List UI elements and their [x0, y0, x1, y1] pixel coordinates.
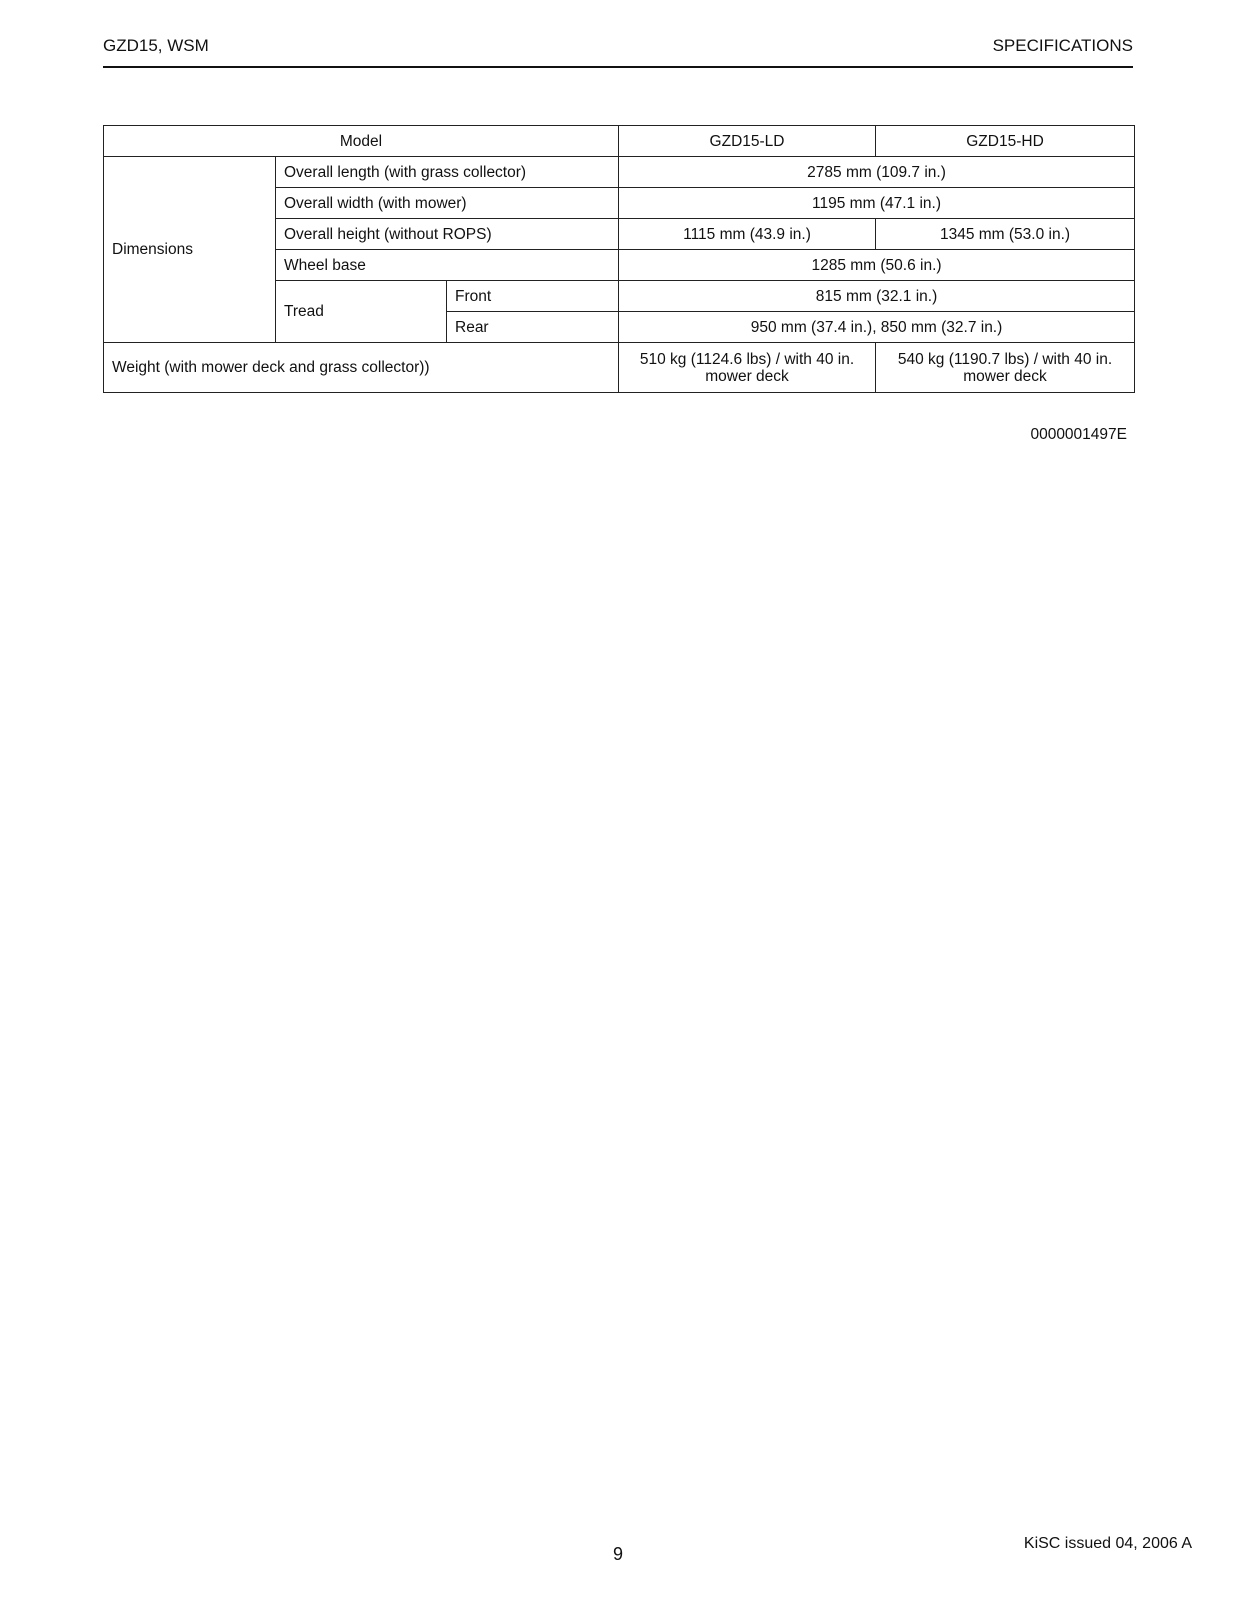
weight-ld-line1: 510 kg (1124.6 lbs) / with 40 in.	[639, 350, 855, 368]
overall-height-label: Overall height (without ROPS)	[276, 219, 619, 250]
tread-rear-value: 950 mm (37.4 in.), 850 mm (32.7 in.)	[619, 312, 1135, 343]
overall-width-value: 1195 mm (47.1 in.)	[619, 188, 1135, 219]
wheel-base-value: 1285 mm (50.6 in.)	[619, 250, 1135, 281]
model-hd: GZD15-HD	[876, 126, 1135, 157]
specifications-table	[103, 125, 1135, 393]
tread-label: Tread	[276, 281, 447, 343]
model-ld: GZD15-LD	[619, 126, 876, 157]
header-manual-title: GZD15, WSM	[103, 36, 209, 55]
weight-ld	[619, 343, 876, 393]
header-section-title: SPECIFICATIONS	[992, 36, 1133, 55]
table-row-weight	[104, 343, 1135, 393]
tread-rear-label: Rear	[447, 312, 619, 343]
overall-width-label: Overall width (with mower)	[276, 188, 619, 219]
overall-height-ld: 1115 mm (43.9 in.)	[619, 219, 876, 250]
issue-info: KiSC issued 04, 2006 A	[1023, 1535, 1192, 1552]
weight-hd-line1: 540 kg (1190.7 lbs) / with 40 in.	[897, 350, 1113, 368]
tread-front-value: 815 mm (32.1 in.)	[619, 281, 1135, 312]
header-rule	[103, 66, 1133, 68]
weight-label: Weight (with mower deck and grass collector))	[104, 343, 619, 393]
document-id: 0000001497E	[1030, 426, 1127, 443]
dimensions-label: Dimensions	[104, 157, 276, 343]
table-row-overall-length	[104, 157, 1135, 188]
overall-height-hd: 1345 mm (53.0 in.)	[876, 219, 1135, 250]
overall-length-value: 2785 mm (109.7 in.)	[619, 157, 1135, 188]
model-label: Model	[104, 126, 619, 157]
tread-front-label: Front	[447, 281, 619, 312]
weight-ld-line2: mower deck	[705, 367, 789, 385]
weight-hd	[876, 343, 1135, 393]
overall-length-label: Overall length (with grass collector)	[276, 157, 619, 188]
weight-hd-line2: mower deck	[963, 367, 1047, 385]
page-number: 9	[612, 1544, 623, 1564]
wheel-base-label: Wheel base	[276, 250, 619, 281]
table-row-model	[104, 126, 1135, 157]
